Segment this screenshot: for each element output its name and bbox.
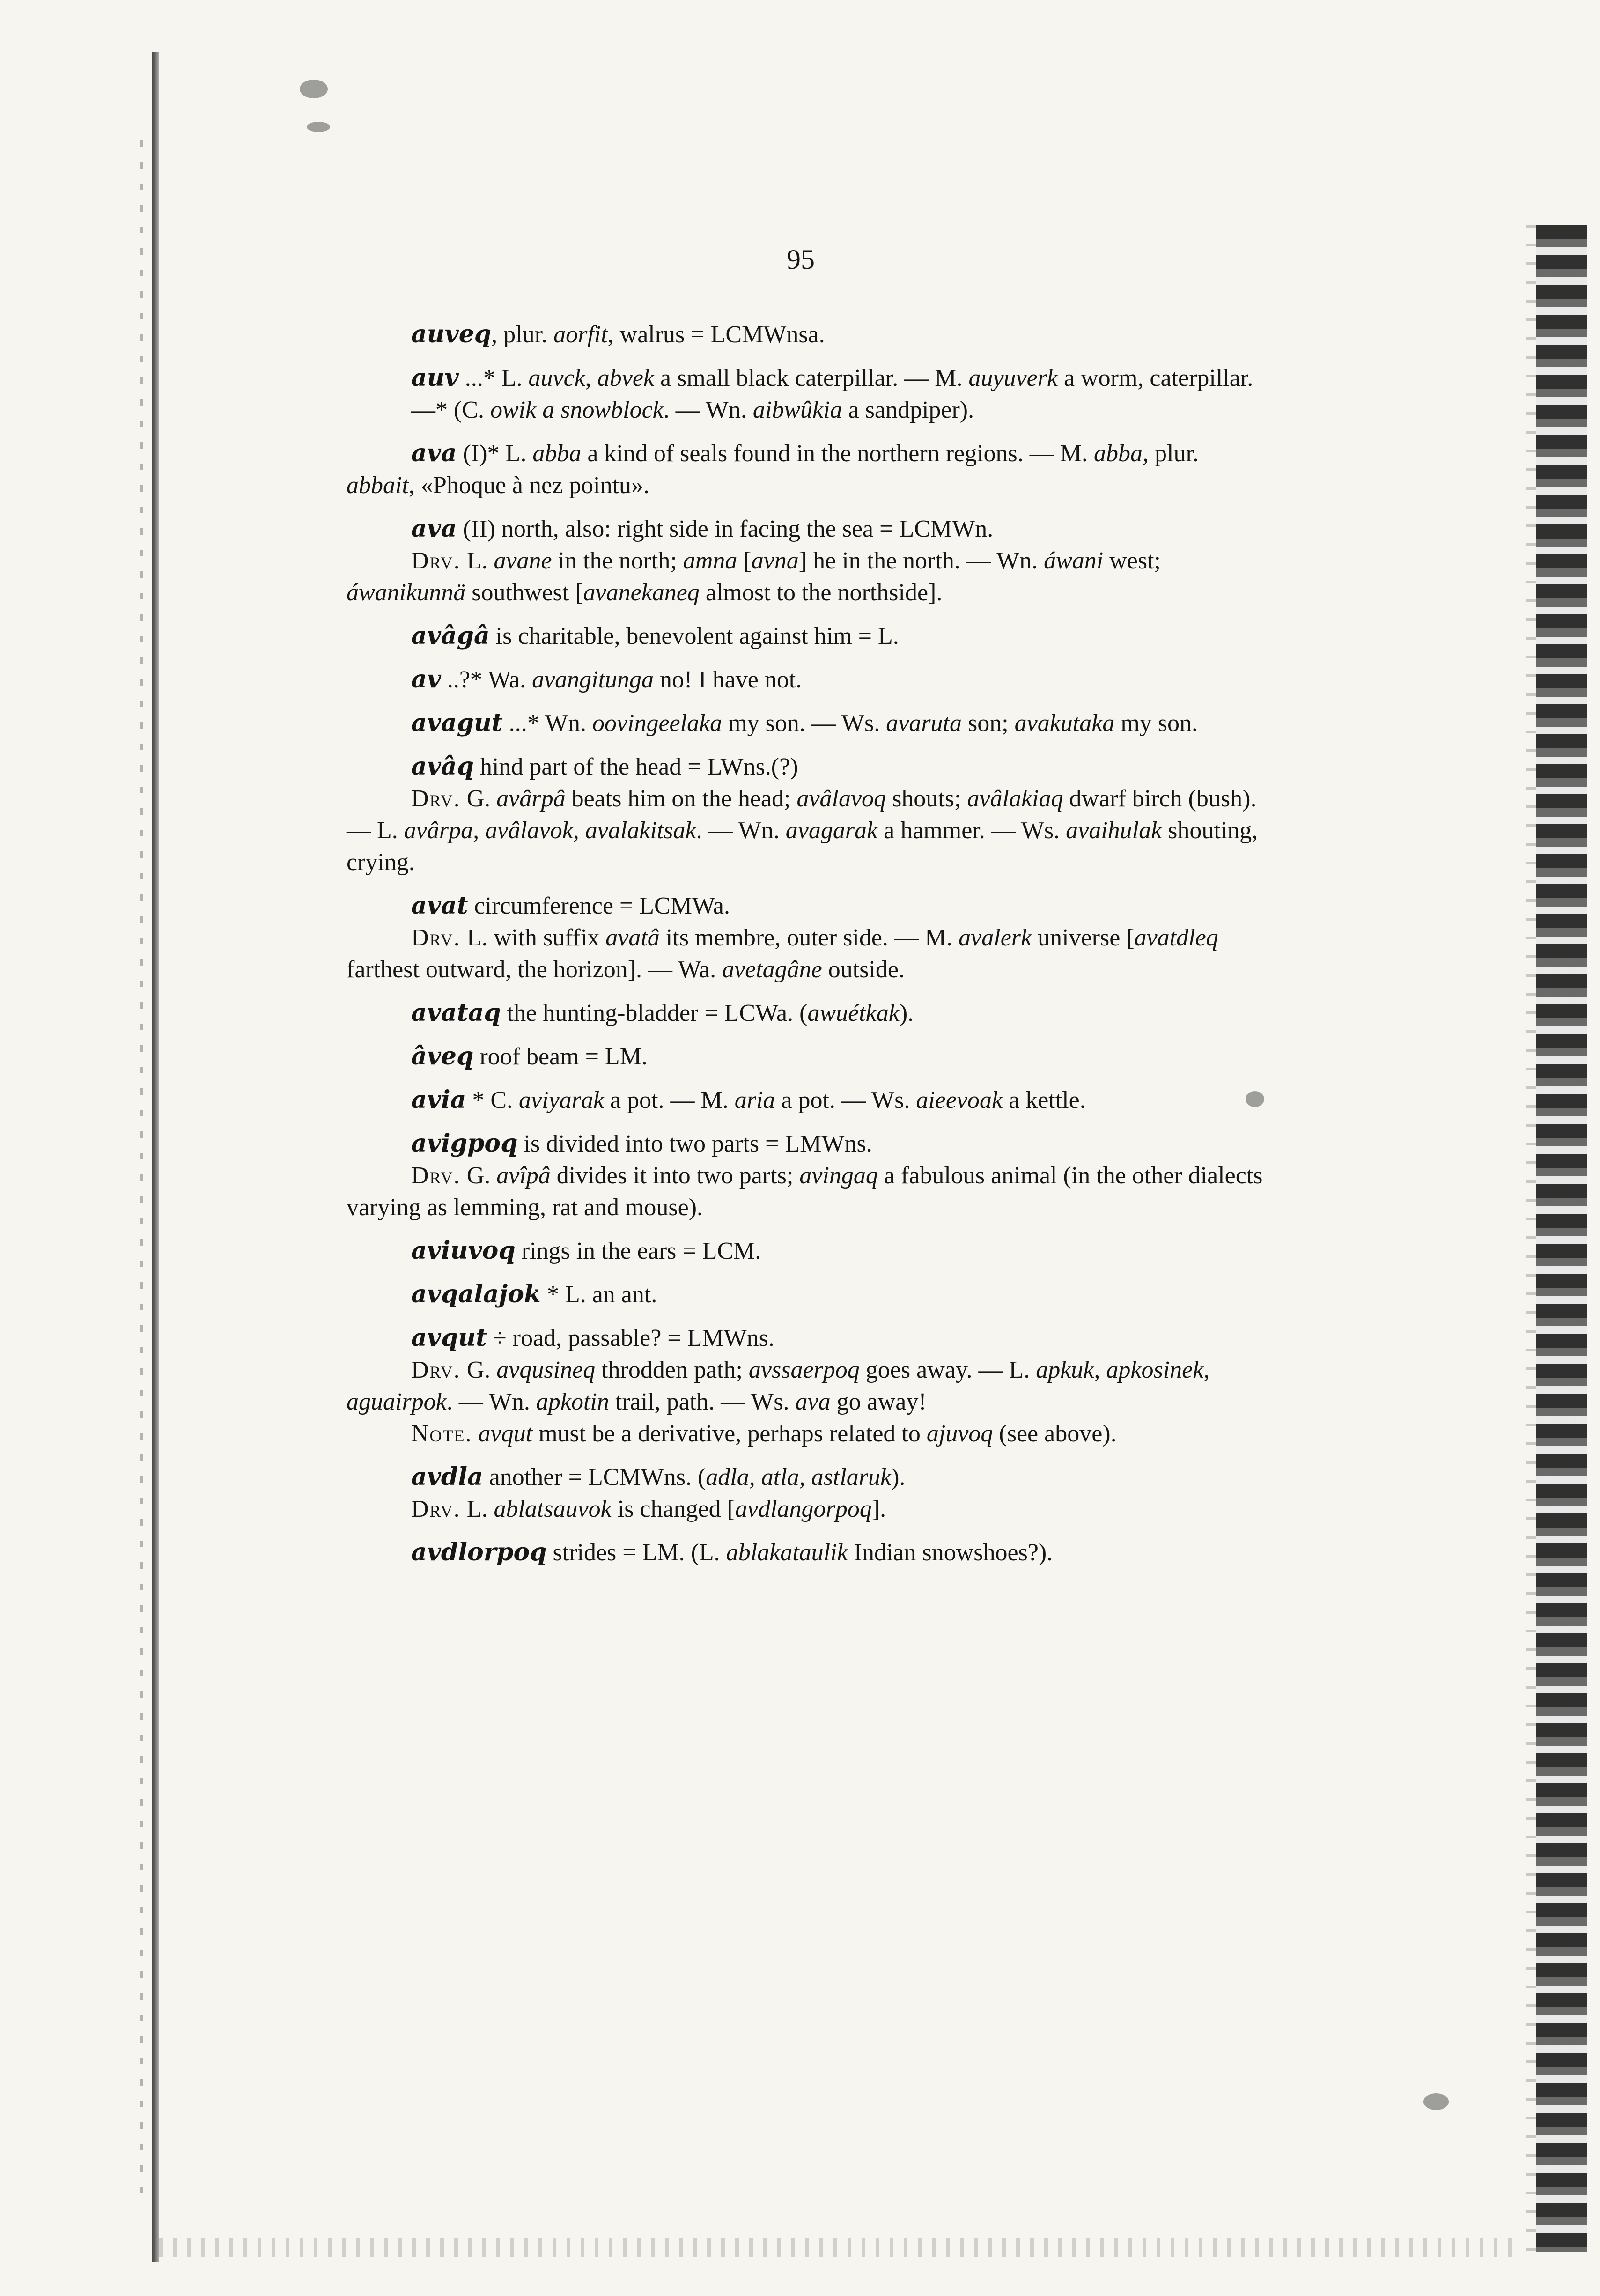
italic-form: avârpa, avâlavok, avalakitsak	[404, 817, 696, 844]
entry-headline	[347, 620, 1264, 652]
entry-text: . — Wn.	[696, 817, 786, 844]
entry-avaq	[347, 751, 1264, 879]
ink-smudge	[300, 80, 328, 98]
entry-text: G.	[460, 1162, 497, 1189]
entry-text: is divided into two parts = LMWns.	[517, 1130, 872, 1157]
italic-form: avârpâ	[496, 785, 566, 812]
entry-text: [	[737, 547, 752, 574]
entry-text: my son. — Ws.	[722, 710, 886, 737]
entry-headline	[347, 1041, 1264, 1073]
entry-text: , plur.	[491, 321, 554, 348]
entry-text: trail, path. — Ws.	[609, 1388, 796, 1415]
headword: avâq	[411, 752, 474, 781]
headword: avdlorpoq	[411, 1538, 547, 1566]
headword: av	[411, 665, 441, 694]
entry-text: ..?* Wa.	[441, 666, 532, 693]
entry-aveq	[347, 1041, 1264, 1073]
italic-form: avingaq	[799, 1162, 878, 1189]
headword: avia	[411, 1085, 466, 1114]
entry-text: a pot. — Ws.	[775, 1087, 916, 1114]
entry-headline	[347, 1084, 1264, 1116]
entry-text: . — Wn.	[663, 397, 753, 423]
entry-text: L.	[460, 547, 494, 574]
headword: avagut	[411, 709, 503, 737]
entry-text: circumference = LCMWa.	[468, 893, 730, 919]
entry-text: L. with suffix	[460, 924, 606, 951]
italic-form: áwanikunnä	[347, 579, 466, 606]
entry-text: (I)* L.	[457, 440, 533, 467]
italic-form: adla, atla, astlaruk	[706, 1464, 892, 1491]
italic-form: aviyarak	[519, 1087, 604, 1114]
entry-text: . — Wn.	[446, 1388, 536, 1415]
entry-subline	[347, 545, 1264, 609]
entry-avqut	[347, 1322, 1264, 1450]
entry-text: dwarf birch (bush). — L.	[347, 785, 1257, 844]
italic-form: abbait	[347, 472, 409, 499]
entry-headline	[347, 664, 1264, 696]
entry-text: ,	[585, 365, 597, 391]
entry-avataq	[347, 997, 1264, 1029]
entry-auv	[347, 362, 1264, 426]
italic-form: avakutaka	[1014, 710, 1115, 737]
italic-form: avîpâ	[496, 1162, 551, 1189]
italic-form: aria	[734, 1087, 775, 1114]
italic-form: avangitunga	[532, 666, 654, 693]
entry-text: must be a derivative, perhaps related to	[532, 1420, 927, 1447]
entry-text: ÷ road, passable? = LMWns.	[487, 1325, 774, 1351]
entry-subline	[347, 783, 1264, 879]
entry-headline	[347, 890, 1264, 922]
entry-text: hind part of the head = LWns.(?)	[473, 753, 798, 780]
entry-avigpoq	[347, 1128, 1264, 1224]
entry-auveq	[347, 318, 1264, 351]
section-label: Drv.	[411, 1162, 461, 1189]
entry-headline	[347, 513, 1264, 545]
entry-text: , «Phoque à nez pointu».	[408, 472, 650, 499]
entry-text: ] he in the north. — Wn.	[798, 547, 1044, 574]
entry-text: , plur.	[1143, 440, 1199, 467]
italic-form: ablatsauvok	[494, 1496, 612, 1522]
section-label: Drv.	[411, 547, 461, 574]
scan-right-edge	[1536, 225, 1587, 2252]
scan-right-marks	[1526, 225, 1536, 2252]
section-label: Drv.	[411, 924, 461, 951]
entry-text: Indian snowshoes?).	[848, 1539, 1053, 1566]
headword: auveq	[411, 320, 492, 348]
scan-bottom-marks	[159, 2238, 1517, 2257]
entry-text: shouts;	[886, 785, 967, 812]
entry-text: west;	[1103, 547, 1161, 574]
italic-form: avssaerpoq	[748, 1357, 860, 1383]
headword: avqalajok	[411, 1280, 541, 1308]
entry-text: is changed [	[611, 1496, 735, 1522]
italic-form: abba	[1094, 440, 1143, 467]
entry-text: son;	[961, 710, 1015, 737]
entry-text: my son.	[1114, 710, 1198, 737]
italic-form: aibwûkia	[752, 397, 842, 423]
italic-form: avdlangorpoq	[735, 1496, 872, 1522]
entry-subline	[347, 394, 1264, 426]
entry-text: a kind of seals found in the northern regions. — M.	[581, 440, 1094, 467]
entry-text: —* (C.	[411, 397, 490, 423]
entry-text: G.	[460, 1357, 497, 1383]
entry-text: in the north;	[552, 547, 683, 574]
entry-text: a worm, caterpillar.	[1058, 365, 1253, 391]
headword: ava	[411, 439, 457, 467]
entry-text: southwest [	[465, 579, 583, 606]
entry-avat	[347, 890, 1264, 986]
entry-text: the hunting-bladder = LCWa. (	[501, 1000, 808, 1026]
italic-form: avqut	[478, 1420, 533, 1447]
entry-text: ).	[891, 1464, 906, 1491]
entry-ava1	[347, 437, 1264, 502]
italic-form: auvck	[528, 365, 585, 391]
italic-form: owik a snowblock	[490, 397, 664, 423]
entry-text: goes away. — L.	[859, 1357, 1036, 1383]
entry-aviuvoq	[347, 1235, 1264, 1267]
italic-form: avatâ	[605, 924, 660, 951]
italic-form: awuétkak	[807, 1000, 900, 1026]
ink-smudge	[307, 122, 330, 132]
italic-form: aieevoak	[916, 1087, 1003, 1114]
section-label: Drv.	[411, 1496, 461, 1522]
entry-text: a fabulous animal (in the other dialects varying as lemming, rat and mouse).	[347, 1162, 1263, 1221]
italic-form: oovingeelaka	[592, 710, 723, 737]
entry-text: , walrus = LCMWnsa.	[607, 321, 825, 348]
entry-subline	[347, 922, 1264, 986]
italic-form: abvek	[597, 365, 654, 391]
italic-form: avalerk	[959, 924, 1032, 951]
section-label: Note.	[411, 1420, 472, 1447]
entry-text: G.	[460, 785, 497, 812]
italic-form: amna	[683, 547, 737, 574]
entry-av	[347, 664, 1264, 696]
entry-avaga	[347, 620, 1264, 652]
entry-text: ...* Wn.	[502, 710, 592, 737]
scan-left-marks	[140, 140, 143, 2201]
italic-form: ajuvoq	[926, 1420, 993, 1447]
entry-text: beats him on the head;	[565, 785, 797, 812]
italic-form: avqusineq	[496, 1357, 596, 1383]
ink-smudge	[1423, 2093, 1449, 2110]
entry-headline	[347, 707, 1264, 739]
entry-headline	[347, 1322, 1264, 1354]
entry-text: L.	[460, 1496, 494, 1522]
dictionary-entries	[347, 318, 1264, 1580]
entry-text: is charitable, benevolent against him = L.	[489, 623, 899, 650]
entry-headline	[347, 1278, 1264, 1311]
italic-form: aorfit	[553, 321, 608, 348]
entry-text: go away!	[830, 1388, 927, 1415]
entry-avdlorpoq	[347, 1536, 1264, 1569]
italic-form: avagarak	[785, 817, 878, 844]
italic-form: avane	[494, 547, 552, 574]
italic-form: avanekaneq	[583, 579, 700, 606]
entry-text: a kettle.	[1003, 1087, 1086, 1114]
page-number: 95	[787, 244, 815, 275]
entry-text: throdden path;	[595, 1357, 749, 1383]
entry-text: almost to the northside].	[699, 579, 943, 606]
entry-headline	[347, 362, 1264, 394]
entry-text: another = LCMWns. (	[483, 1464, 706, 1491]
entry-text: strides = LM. (L.	[546, 1539, 726, 1566]
entry-headline	[347, 997, 1264, 1029]
entry-headline	[347, 318, 1264, 351]
entry-avdla	[347, 1461, 1264, 1525]
entry-headline	[347, 437, 1264, 502]
headword: avdla	[411, 1462, 483, 1491]
entry-subline	[347, 1354, 1264, 1418]
headword: aviuvoq	[411, 1236, 516, 1265]
entry-avagut	[347, 707, 1264, 739]
entry-headline	[347, 1536, 1264, 1569]
entry-text: (see above).	[993, 1420, 1117, 1447]
italic-form: apkuk, apkosinek, aguairpok	[347, 1357, 1210, 1415]
entry-text: farthest outward, the horizon]. — Wa.	[347, 956, 723, 983]
entry-text: * L. an ant.	[540, 1281, 657, 1308]
italic-form: avatdleq	[1134, 924, 1218, 951]
italic-form: avâlavoq	[796, 785, 886, 812]
entry-subline	[347, 1493, 1264, 1525]
headword: avataq	[411, 998, 501, 1027]
italic-form: ablakataulik	[726, 1539, 848, 1566]
italic-form: áwani	[1044, 547, 1104, 574]
italic-form: avna	[751, 547, 799, 574]
headword: ava	[411, 514, 457, 543]
entry-text	[472, 1420, 479, 1447]
entry-avqalajok	[347, 1278, 1264, 1311]
headword: avqut	[411, 1323, 487, 1352]
headword: avigpoq	[411, 1129, 518, 1158]
headword: auv	[411, 363, 459, 392]
entry-text: universe [	[1032, 924, 1135, 951]
entry-text: ).	[899, 1000, 914, 1026]
entry-text: * C.	[466, 1087, 519, 1114]
entry-text: a hammer. — Ws.	[877, 817, 1066, 844]
entry-text: rings in the ears = LCM.	[515, 1238, 761, 1264]
entry-text: a sandpiper).	[842, 397, 974, 423]
entry-headline	[347, 1235, 1264, 1267]
entry-ava2	[347, 513, 1264, 609]
italic-form: avaruta	[886, 710, 962, 737]
entry-text: roof beam = LM.	[473, 1043, 648, 1070]
entry-text: no! I have not.	[654, 666, 802, 693]
entry-text: ].	[871, 1496, 886, 1522]
entry-headline	[347, 1128, 1264, 1160]
entry-text: divides it into two parts;	[550, 1162, 800, 1189]
italic-form: apkotin	[536, 1388, 609, 1415]
italic-form: ava	[795, 1388, 831, 1415]
italic-form: avâlakiaq	[967, 785, 1063, 812]
italic-form: auyuverk	[968, 365, 1058, 391]
entry-headline	[347, 751, 1264, 783]
headword: avat	[411, 891, 468, 920]
headword: avâgâ	[411, 621, 490, 650]
entry-subline	[347, 1418, 1264, 1450]
italic-form: avetagâne	[722, 956, 822, 983]
section-label: Drv.	[411, 1357, 461, 1383]
entry-avia	[347, 1084, 1264, 1116]
entry-text: outside.	[822, 956, 905, 983]
entry-text: (II) north, also: right side in facing the sea = LCMWn.	[457, 516, 994, 542]
entry-text: its membre, outer side. — M.	[659, 924, 959, 951]
headword: âveq	[411, 1042, 474, 1070]
section-label: Drv.	[411, 785, 461, 812]
entry-headline	[347, 1461, 1264, 1493]
entry-text: a pot. — M.	[604, 1087, 735, 1114]
entry-text: shouting, crying.	[347, 817, 1258, 876]
italic-form: avaihulak	[1066, 817, 1162, 844]
scan-left-edge	[152, 52, 159, 2262]
entry-subline	[347, 1160, 1264, 1224]
italic-form: abba	[532, 440, 582, 467]
entry-text: a small black caterpillar. — M.	[654, 365, 969, 391]
entry-text: ...* L.	[458, 365, 529, 391]
